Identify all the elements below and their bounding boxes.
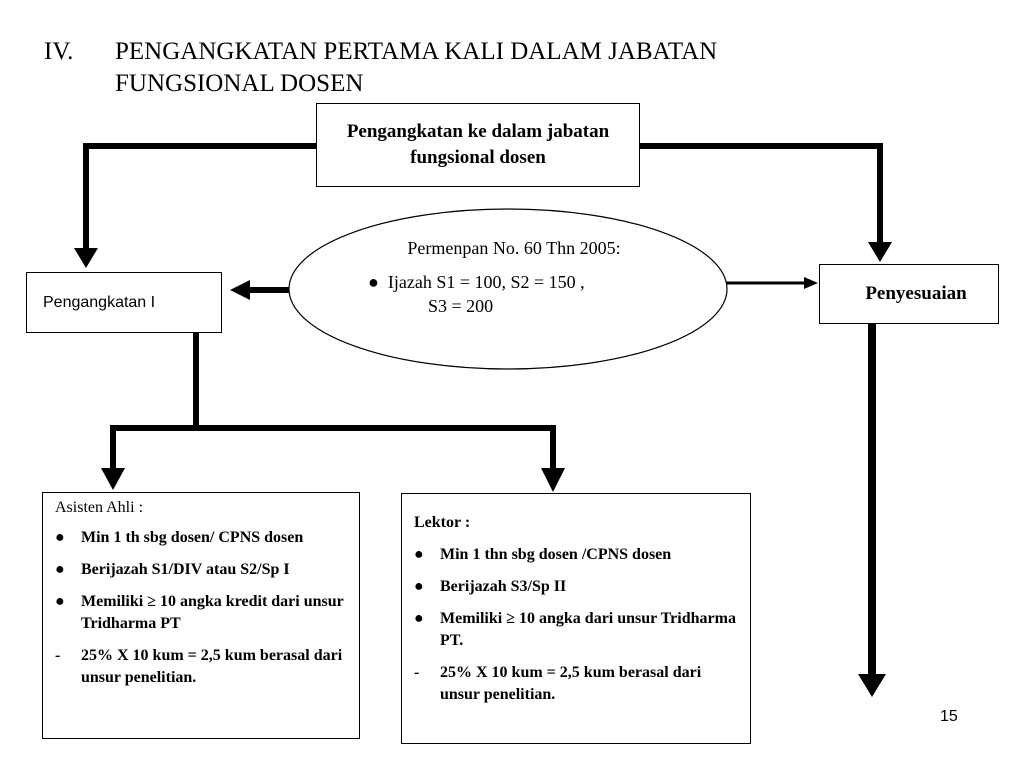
section-number: IV. (44, 38, 74, 65)
list-item (55, 527, 351, 549)
list-item (55, 591, 351, 635)
pengangkatan-box-label: Pengangkatan I (43, 293, 156, 311)
regulation-title: Permenpan No. 60 Thn 2005: (407, 238, 621, 258)
dash-marker: - (55, 647, 61, 664)
list-item (414, 576, 742, 598)
list-item-text: Memiliki ≥ 10 angka dari unsur Tridharma PT. (440, 610, 736, 649)
list-item-text: 25% X 10 kum = 2,5 kum berasal dari unsur penelitian. (81, 647, 343, 686)
arrowhead-to-right-box (804, 277, 818, 289)
arrowhead-to-pengangkatan (74, 248, 98, 268)
arrowhead-to-asisten (101, 468, 125, 490)
list-item-text: Berijazah S1/DIV atau S2/Sp I (81, 561, 290, 578)
asisten-ahli-heading: Asisten Ahli : (55, 499, 144, 516)
bullet-icon: ● (368, 272, 379, 292)
bullet-icon: ● (55, 529, 65, 546)
list-item (414, 608, 742, 652)
arrowhead-to-left-box (230, 280, 250, 300)
bullet-icon: ● (414, 546, 424, 563)
list-item (55, 559, 351, 581)
lektor-heading: Lektor : (414, 514, 471, 531)
appointment-box (316, 103, 640, 187)
arrowhead-to-penyesuaian (868, 242, 892, 262)
regulation-bullet-line (300, 270, 720, 294)
asisten-ahli-box (42, 492, 360, 739)
regulation-text (300, 236, 720, 318)
bullet-icon: ● (414, 578, 424, 595)
bullet-icon: ● (414, 610, 424, 627)
list-item (414, 544, 742, 566)
penyesuaian-box-label: Penyesuaian (865, 283, 967, 304)
list-item-text: Min 1 th sbg dosen/ CPNS dosen (81, 529, 304, 546)
arrowhead-to-lektor (541, 468, 565, 492)
lektor-box (401, 493, 751, 744)
regulation-s3-value: S3 = 200 (428, 296, 494, 316)
page-number: 15 (940, 708, 958, 725)
appointment-box-label: Pengangkatan ke dalam jabatan fungsional dosen (346, 121, 610, 168)
penyesuaian-box (819, 264, 999, 324)
bullet-icon: ● (55, 561, 65, 578)
list-item-text: Berijazah S3/Sp II (440, 578, 567, 595)
list-item (414, 662, 742, 706)
list-item-text: Memiliki ≥ 10 angka kredit dari unsur Tridharma PT (81, 593, 344, 632)
list-item-text: Min 1 thn sbg dosen /CPNS dosen (440, 546, 672, 563)
dash-marker: - (414, 664, 420, 681)
page-title: PENGANGKATAN PERTAMA KALI DALAM JABATAN FUNGSIONAL DOSEN (115, 38, 718, 97)
list-item (55, 645, 351, 689)
bullet-icon: ● (55, 593, 65, 610)
pengangkatan-box (26, 272, 222, 333)
regulation-ijazah-values: Ijazah S1 = 100, S2 = 150 , (387, 272, 585, 292)
arrowhead-penyesuaian-down (858, 674, 886, 697)
list-item-text: 25% X 10 kum = 2,5 kum berasal dari unsur penelitian. (440, 664, 702, 703)
